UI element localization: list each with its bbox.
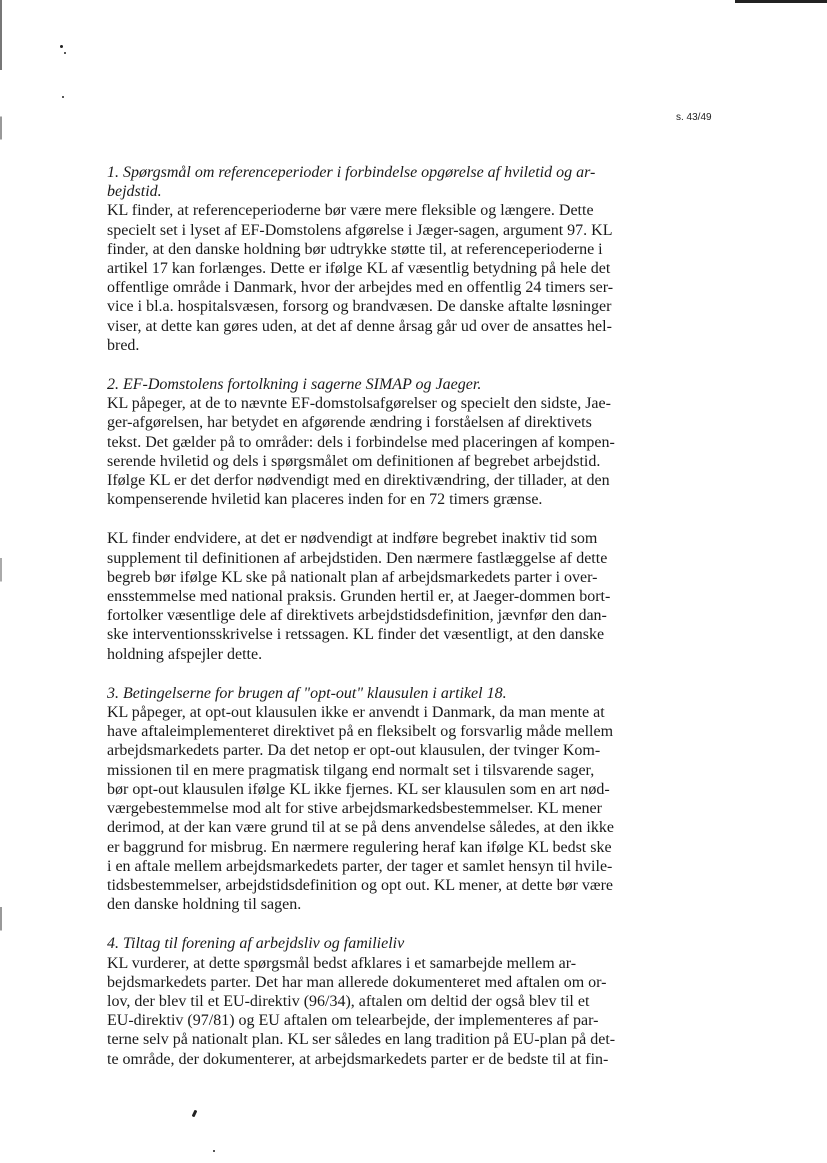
scan-speck [60, 45, 63, 48]
text-line: EU-direktiv (97/81) og EU aftalen om telearbejde, der implementeres af par- [107, 1012, 599, 1030]
text-line: finder, at den danske holdning bør udtrykke støtte til, at referenceperioderne i [107, 240, 603, 258]
text-line: te område, der dokumenterer, at arbejdsmarkedets parter er de bedste til at fin- [107, 1050, 609, 1068]
scan-speck [62, 96, 64, 98]
text-line: supplement til definitionen af arbejdstiden. Den nærmere fastlæggelse af dette [107, 549, 608, 567]
text-line: bør opt-out klausulen ifølge KL ikke fjernes. KL ser klausulen som en art nød- [107, 780, 610, 798]
scan-speck [192, 1110, 198, 1118]
text-line: ensstemmelse med national praksis. Grunden hertil er, at Jaeger-dommen bort- [107, 588, 611, 606]
text-line: terne selv på nationalt plan. KL ser således en lang tradition på EU-plan på det- [107, 1031, 616, 1049]
text-line: KL vurderer, at dette spørgsmål bedst afklares i et samarbejde mellem ar- [107, 954, 577, 972]
section-heading [107, 375, 622, 394]
section-arbejdsliv-familieliv [107, 934, 622, 1068]
text-line: ger-afgørelsen, har betydet en afgørende ændring i forståelsen af direktivets [107, 414, 592, 432]
heading-line: 2. EF-Domstolens fortolkning i sagerne SIMAP og Jaeger. [107, 376, 482, 394]
section-paragraph [107, 703, 622, 914]
text-line: bejdsmarkedets parter. Det har man allerede dokumenteret med aftalen om or- [107, 973, 607, 991]
text-line: arbejdsmarkedets parter. Da det netop er opt-out klausulen, der tvinger Kom- [107, 742, 601, 760]
document-body [107, 163, 622, 1089]
text-line: viser, at dette kan gøres uden, at det af denne årsag går ud over de ansattes hel- [107, 317, 612, 335]
text-line: derimod, at der kan være grund til at se på dens anvendelse således, at den ikke [107, 819, 614, 837]
text-line: fortolker væsentlige dele af direktivets arbejdstidsdefinition, jævnfør den dan- [107, 607, 607, 625]
text-line: ske interventionsskrivelse i retssagen. KL finder det væsentligt, at den danske [107, 626, 605, 644]
scan-artifact-top-rule [735, 0, 827, 3]
text-line: have aftaleimplementeret direktivet på en fleksibelt og forsvarlig måde mellem [107, 723, 614, 741]
text-line: missionen til en mere pragmatisk tilgang end normalt set i tilsvarende sager, [107, 761, 595, 779]
section-paragraph [107, 201, 622, 355]
text-line: KL påpeger, at opt-out klausulen ikke er anvendt i Danmark, da man mente at [107, 704, 605, 722]
scan-speck [64, 52, 66, 54]
text-line: vice i bl.a. hospitalsvæsen, forsorg og brandvæsen. De danske aftalte løsninger [107, 298, 612, 316]
section-paragraph [107, 954, 622, 1069]
section-heading [107, 163, 622, 201]
text-line: KL påpeger, at de to nævnte EF-domstolsafgørelser og specielt den sidste, Jae- [107, 395, 611, 413]
text-line: begreb bør ifølge KL ske på nationalt plan af arbejdsmarkedets parter i over- [107, 568, 598, 586]
scan-artifact-left-edge [0, 0, 2, 1163]
scan-speck [213, 1150, 215, 1152]
text-line: er baggrund for misbrug. En nærmere regulering heraf kan ifølge KL bedst ske [107, 838, 612, 856]
heading-line: 4. Tiltag til forening af arbejdsliv og familieliv [107, 935, 405, 953]
section-referenceperioder [107, 163, 622, 355]
text-line: specielt set i lyset af EF-Domstolens afgørelse i Jæger-sagen, argument 97. KL [107, 221, 613, 239]
section-inaktiv-tid [107, 529, 622, 663]
text-line: i en aftale mellem arbejdsmarkedets parter, der tager et samlet hensyn til hvile- [107, 857, 613, 875]
section-opt-out [107, 684, 622, 914]
text-line: offentlige område i Danmark, hvor der arbejdes med en offentlig 24 timers ser- [107, 279, 614, 297]
text-line: serende hviletid og dels i spørgsmålet om definitionen af begrebet arbejdstid. [107, 452, 601, 470]
heading-line: bejdstid. [107, 183, 162, 201]
text-line: lov, der blev til et EU-direktiv (96/34), aftalen om deltid der også blev til et [107, 992, 590, 1010]
text-line: værgebestemmelse mod alt for stive arbejdsmarkedsbestemmelser. KL mener [107, 800, 602, 818]
text-line: KL finder, at referenceperioderne bør være mere fleksible og længere. Dette [107, 202, 594, 220]
heading-line: 1. Spørgsmål om referenceperioder i forbindelse opgørelse af hviletid og ar- [107, 164, 596, 181]
section-ef-domstolens-fortolkning [107, 375, 622, 509]
text-line: den danske holdning til sagen. [107, 896, 302, 914]
heading-line: 3. Betingelserne for brugen af "opt-out" klausulen i artikel 18. [107, 684, 507, 702]
section-heading [107, 684, 622, 703]
text-line: tekst. Det gælder på to områder: dels i forbindelse med placeringen af kompen- [107, 433, 615, 451]
page-number: s. 43/49 [676, 112, 712, 123]
text-line: KL finder endvidere, at det er nødvendigt at indføre begrebet inaktiv tid som [107, 530, 598, 548]
section-heading [107, 934, 622, 953]
text-line: bred. [107, 336, 140, 354]
section-paragraph [107, 394, 622, 509]
text-line: holdning afspejler dette. [107, 645, 263, 663]
section-paragraph [107, 529, 622, 663]
text-line: tidsbestemmelser, arbejdstidsdefinition og opt out. KL mener, at dette bør være [107, 876, 614, 894]
text-line: kompenserende hviletid kan placeres inden for en 72 timers grænse. [107, 491, 543, 509]
text-line: Ifølge KL er det derfor nødvendigt med en direktivændring, der tillader, at den [107, 472, 610, 490]
text-line: artikel 17 kan forlænges. Dette er ifølge KL af væsentlig betydning på hele det [107, 260, 611, 278]
